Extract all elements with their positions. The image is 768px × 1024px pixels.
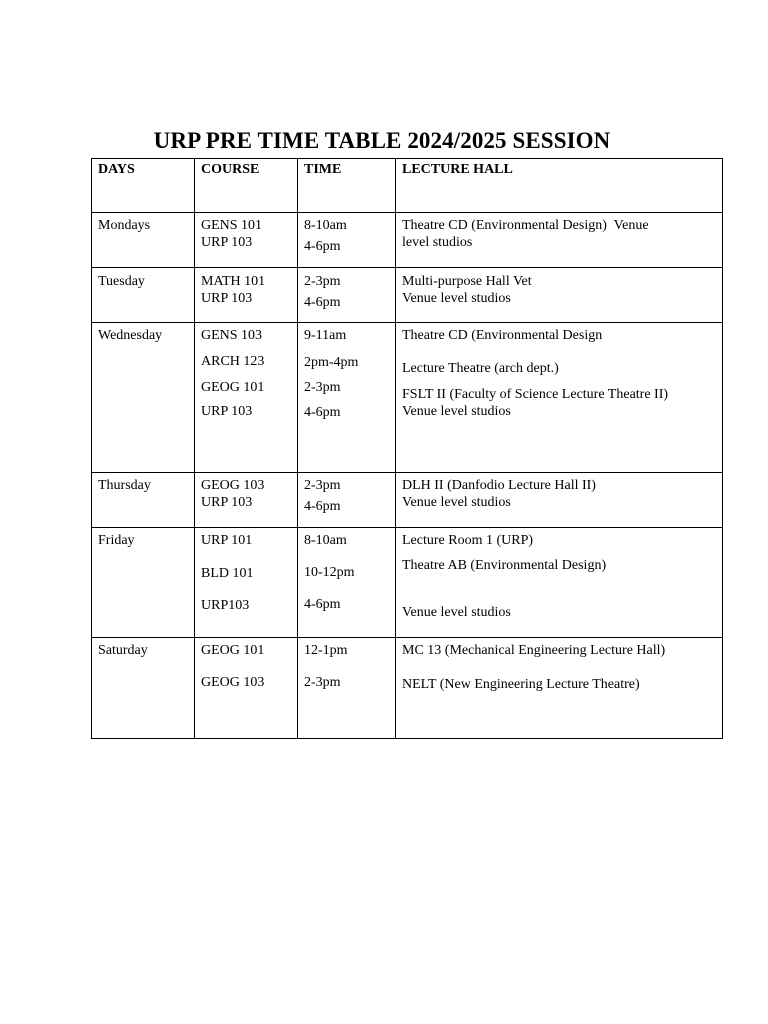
- table-row: [92, 268, 723, 323]
- day-cell: [92, 323, 195, 473]
- course-code: BLD 101: [201, 566, 254, 581]
- day-cell: [92, 473, 195, 528]
- hall-name: level studios: [402, 235, 473, 250]
- hall-name: DLH II (Danfodio Lecture Hall II): [402, 478, 596, 493]
- day-cell: [92, 268, 195, 323]
- course-cell: [195, 528, 298, 638]
- timetable: [91, 158, 723, 739]
- header-course-label: COURSE: [201, 162, 260, 177]
- day-label: Mondays: [98, 218, 151, 233]
- page-title-text: URP PRE TIME TABLE 2024/2025 SESSION: [153, 128, 611, 153]
- table-row: [92, 528, 723, 638]
- header-hall: [396, 159, 723, 213]
- time-slot: 2pm-4pm: [304, 355, 359, 370]
- course-cell: [195, 213, 298, 268]
- hall-name: Theatre CD (Environmental Design: [402, 328, 603, 343]
- hall-name: Venue level studios: [402, 404, 511, 419]
- time-slot: 10-12pm: [304, 565, 355, 580]
- hall-name: NELT (New Engineering Lecture Theatre): [402, 677, 640, 692]
- time-cell: [298, 473, 396, 528]
- hall-cell: [396, 638, 723, 739]
- time-slot: 2-3pm: [304, 274, 341, 289]
- day-label: Thursday: [98, 478, 151, 493]
- course-code: GENS 103: [201, 328, 263, 343]
- time-slot: 4-6pm: [304, 405, 341, 420]
- hall-name: Multi-purpose Hall Vet: [402, 274, 532, 289]
- time-cell: [298, 268, 396, 323]
- day-label: Friday: [98, 533, 135, 548]
- course-cell: [195, 323, 298, 473]
- hall-name: Venue level studios: [402, 495, 511, 510]
- course-code: GEOG 101: [201, 380, 265, 395]
- course-cell: [195, 268, 298, 323]
- hall-cell: [396, 528, 723, 638]
- course-code: URP 103: [201, 235, 253, 250]
- course-code: URP 103: [201, 495, 253, 510]
- hall-name: Venue level studios: [402, 605, 511, 620]
- header-days-label: DAYS: [98, 162, 135, 177]
- hall-name: Venue level studios: [402, 291, 511, 306]
- time-slot: 2-3pm: [304, 380, 341, 395]
- hall-cell: [396, 268, 723, 323]
- header-hall-label: LECTURE HALL: [402, 162, 513, 177]
- table-row: [92, 638, 723, 739]
- time-slot: 2-3pm: [304, 478, 341, 493]
- hall-cell: [396, 323, 723, 473]
- time-slot: 2-3pm: [304, 675, 341, 690]
- time-cell: [298, 528, 396, 638]
- time-slot: 8-10am: [304, 218, 347, 233]
- day-label: Wednesday: [98, 328, 163, 343]
- header-days: [92, 159, 195, 213]
- time-cell: [298, 213, 396, 268]
- time-slot: 9-11am: [304, 328, 347, 343]
- day-label: Saturday: [98, 643, 148, 658]
- course-code: URP 101: [201, 533, 253, 548]
- course-code: URP 103: [201, 291, 253, 306]
- course-cell: [195, 638, 298, 739]
- course-code: GEOG 103: [201, 675, 265, 690]
- course-code: URP103: [201, 598, 250, 613]
- hall-name: Theatre CD (Environmental Design) Venue: [402, 218, 649, 233]
- course-code: ARCH 123: [201, 354, 265, 369]
- course-code: GEOG 101: [201, 643, 265, 658]
- hall-name: FSLT II (Faculty of Science Lecture Theatre II): [402, 387, 669, 402]
- page-title: [0, 126, 768, 156]
- hall-cell: [396, 473, 723, 528]
- time-slot: 4-6pm: [304, 597, 341, 612]
- course-code: GEOG 103: [201, 478, 265, 493]
- hall-name: Theatre AB (Environmental Design): [402, 558, 607, 573]
- time-slot: 4-6pm: [304, 295, 341, 310]
- header-row: [92, 159, 723, 213]
- hall-name: MC 13 (Mechanical Engineering Lecture Hall): [402, 643, 666, 658]
- day-label: Tuesday: [98, 274, 145, 289]
- day-cell: [92, 638, 195, 739]
- course-code: URP 103: [201, 404, 253, 419]
- time-slot: 12-1pm: [304, 643, 348, 658]
- time-slot: 4-6pm: [304, 239, 341, 254]
- time-slot: 8-10am: [304, 533, 347, 548]
- course-cell: [195, 473, 298, 528]
- table-row: [92, 213, 723, 268]
- course-code: MATH 101: [201, 274, 266, 289]
- header-time-label: TIME: [304, 162, 342, 177]
- time-slot: 4-6pm: [304, 499, 341, 514]
- day-cell: [92, 213, 195, 268]
- table-row: [92, 473, 723, 528]
- hall-cell: [396, 213, 723, 268]
- header-course: [195, 159, 298, 213]
- time-cell: [298, 323, 396, 473]
- hall-name: Lecture Room 1 (URP): [402, 533, 534, 548]
- course-code: GENS 101: [201, 218, 263, 233]
- hall-name: Lecture Theatre (arch dept.): [402, 361, 559, 376]
- time-cell: [298, 638, 396, 739]
- table-row: [92, 323, 723, 473]
- header-time: [298, 159, 396, 213]
- day-cell: [92, 528, 195, 638]
